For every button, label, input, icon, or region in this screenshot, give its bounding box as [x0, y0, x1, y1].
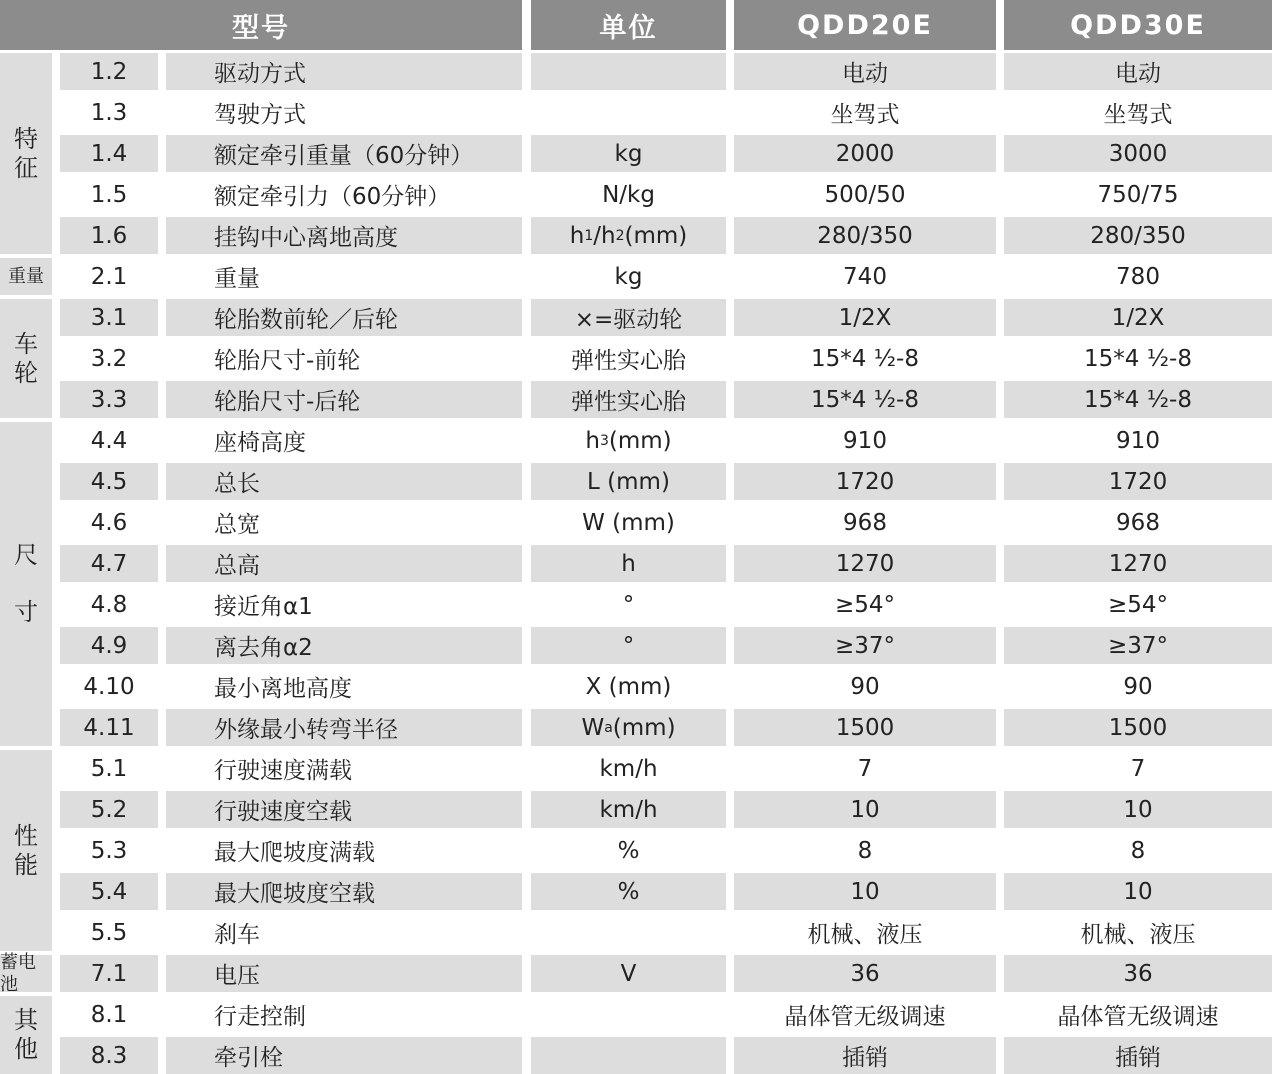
cell-no: 3.1	[60, 299, 158, 336]
header-unit: 单位	[531, 0, 726, 50]
cell-name: 总宽	[214, 512, 260, 538]
cell-name: 驱动方式	[166, 53, 522, 90]
cell-name: 轮胎数前轮／后轮	[166, 299, 522, 336]
cell-no: 1.4	[60, 135, 158, 172]
cell-a: 968	[843, 509, 887, 536]
cell-no: 4.4	[90, 427, 128, 454]
cell-name: 接近角α1	[214, 594, 313, 620]
cell-no: 4.10	[83, 673, 135, 700]
cell-name: 行驶速度空载	[166, 791, 522, 828]
cell-no: 4.7	[60, 545, 158, 582]
cell-a: 10	[734, 791, 996, 828]
category-label: 特 征	[0, 53, 52, 254]
cell-unit: ×=驱动轮	[531, 299, 726, 336]
cell-a: 910	[843, 427, 887, 454]
cell-name: 挂钩中心离地高度	[166, 217, 522, 254]
cell-unit	[531, 53, 726, 90]
cell-b: 机械、液压	[1080, 922, 1196, 948]
cell-no: 5.4	[60, 873, 158, 910]
cell-b: 780	[1116, 263, 1160, 290]
cell-a: 280/350	[734, 217, 996, 254]
cell-b: 坐驾式	[1103, 102, 1173, 128]
cell-b: 15*4 ½-8	[1084, 345, 1192, 372]
cell-unit: L (mm)	[531, 463, 726, 500]
cell-name: 额定牵引力（60分钟）	[214, 184, 451, 210]
cell-no: 3.3	[60, 381, 158, 418]
cell-b: 插销	[1004, 1037, 1272, 1074]
cell-a: 插销	[734, 1037, 996, 1074]
cell-unit: X (mm)	[585, 673, 672, 700]
cell-unit: N/kg	[602, 181, 655, 208]
cell-b: 280/350	[1004, 217, 1272, 254]
cell-a: 1270	[734, 545, 996, 582]
cell-a: 7	[857, 755, 873, 782]
cell-a: 电动	[734, 53, 996, 90]
cell-unit: °	[531, 627, 726, 664]
cell-unit: h 3 (mm)	[585, 427, 672, 454]
cell-no: 7.1	[60, 955, 158, 992]
cell-no: 4.6	[90, 509, 128, 536]
cell-a: 2000	[734, 135, 996, 172]
cell-unit: %	[531, 873, 726, 910]
cell-no: 1.6	[60, 217, 158, 254]
cell-b: 7	[1130, 755, 1146, 782]
cell-unit: kg	[531, 135, 726, 172]
category-label: 车 轮	[0, 299, 52, 418]
cell-b: ≥37°	[1004, 627, 1272, 664]
cell-a: 10	[734, 873, 996, 910]
cell-b: 15*4 ½-8	[1004, 381, 1272, 418]
cell-name: 总长	[166, 463, 522, 500]
cell-unit: W a (mm)	[531, 709, 726, 746]
category-label: 重量	[0, 258, 52, 295]
cell-b: 1720	[1004, 463, 1272, 500]
cell-name: 驾驶方式	[214, 102, 306, 128]
cell-name: 行走控制	[214, 1004, 306, 1030]
cell-no: 3.2	[90, 345, 128, 372]
cell-name: 重量	[214, 266, 260, 292]
cell-b: 8	[1130, 837, 1146, 864]
cell-unit: %	[617, 837, 640, 864]
cell-unit: 弹性实心胎	[531, 381, 726, 418]
cell-unit: km/h	[531, 791, 726, 828]
cell-b: ≥54°	[1107, 591, 1169, 618]
cell-b: 10	[1004, 873, 1272, 910]
cell-name: 电压	[166, 955, 522, 992]
cell-no: 5.2	[60, 791, 158, 828]
cell-a: 500/50	[824, 181, 906, 208]
cell-no: 4.9	[60, 627, 158, 664]
cell-b: 3000	[1004, 135, 1272, 172]
cell-no: 4.11	[60, 709, 158, 746]
cell-name: 最大爬坡度空载	[166, 873, 522, 910]
cell-name: 刹车	[214, 922, 260, 948]
cell-unit	[531, 1037, 726, 1074]
cell-a: 机械、液压	[807, 922, 923, 948]
cell-a: 晶体管无级调速	[784, 1004, 946, 1030]
cell-name: 外缘最小转弯半径	[166, 709, 522, 746]
cell-a: 15*4 ½-8	[811, 345, 919, 372]
cell-unit: km/h	[599, 755, 658, 782]
cell-name: 额定牵引重量（60分钟）	[166, 135, 522, 172]
cell-b: 1500	[1004, 709, 1272, 746]
cell-name: 牵引栓	[166, 1037, 522, 1074]
cell-name: 轮胎尺寸-前轮	[214, 348, 361, 374]
header-qdd20e: QDD20E	[734, 0, 996, 50]
cell-unit: 弹性实心胎	[571, 348, 686, 374]
cell-name: 座椅高度	[214, 430, 306, 456]
cell-no: 8.3	[60, 1037, 158, 1074]
cell-b: 1/2X	[1004, 299, 1272, 336]
cell-unit	[531, 996, 726, 1033]
cell-b: 750/75	[1097, 181, 1179, 208]
cell-a: 15*4 ½-8	[734, 381, 996, 418]
cell-a: 90	[850, 673, 880, 700]
cell-no: 1.2	[60, 53, 158, 90]
cell-unit: h 1 /h 2 (mm)	[531, 217, 726, 254]
cell-name: 最小离地高度	[214, 676, 352, 702]
cell-b: 90	[1123, 673, 1153, 700]
cell-b: 10	[1004, 791, 1272, 828]
cell-unit: h	[531, 545, 726, 582]
cell-b: 电动	[1004, 53, 1272, 90]
cell-no: 4.8	[90, 591, 128, 618]
cell-no: 1.5	[90, 181, 128, 208]
cell-a: 1/2X	[734, 299, 996, 336]
cell-b: 910	[1116, 427, 1160, 454]
cell-a: ≥54°	[834, 591, 896, 618]
cell-b: 968	[1116, 509, 1160, 536]
category-label: 蓄电池	[0, 955, 52, 992]
cell-b: 晶体管无级调速	[1057, 1004, 1219, 1030]
cell-unit: V	[531, 955, 726, 992]
cell-a: 坐驾式	[830, 102, 900, 128]
category-label: 性 能	[0, 750, 52, 951]
cell-no: 4.5	[60, 463, 158, 500]
header-model: 型号	[0, 0, 522, 50]
cell-no: 8.1	[90, 1001, 128, 1028]
cell-b: 1270	[1004, 545, 1272, 582]
category-label: 其 他	[0, 996, 52, 1074]
cell-b: 36	[1004, 955, 1272, 992]
cell-unit	[531, 914, 726, 951]
cell-no: 5.3	[90, 837, 128, 864]
cell-a: ≥37°	[734, 627, 996, 664]
cell-name: 轮胎尺寸-后轮	[166, 381, 522, 418]
cell-a: 1500	[734, 709, 996, 746]
cell-unit: °	[622, 591, 635, 618]
cell-no: 1.3	[90, 99, 128, 126]
cell-a: 36	[734, 955, 996, 992]
category-label: 尺 寸	[0, 422, 52, 746]
cell-a: 1720	[734, 463, 996, 500]
cell-unit: kg	[614, 263, 643, 290]
cell-a: 8	[857, 837, 873, 864]
cell-name: 离去角α2	[166, 627, 522, 664]
header-qdd30e: QDD30E	[1004, 0, 1272, 50]
cell-unit	[531, 94, 726, 131]
cell-name: 最大爬坡度满载	[214, 840, 375, 866]
cell-name: 总高	[166, 545, 522, 582]
cell-no: 5.5	[90, 919, 128, 946]
cell-name: 行驶速度满载	[214, 758, 352, 784]
cell-unit: W (mm)	[582, 509, 675, 536]
cell-no: 2.1	[90, 263, 128, 290]
cell-no: 5.1	[90, 755, 128, 782]
cell-a: 740	[843, 263, 887, 290]
